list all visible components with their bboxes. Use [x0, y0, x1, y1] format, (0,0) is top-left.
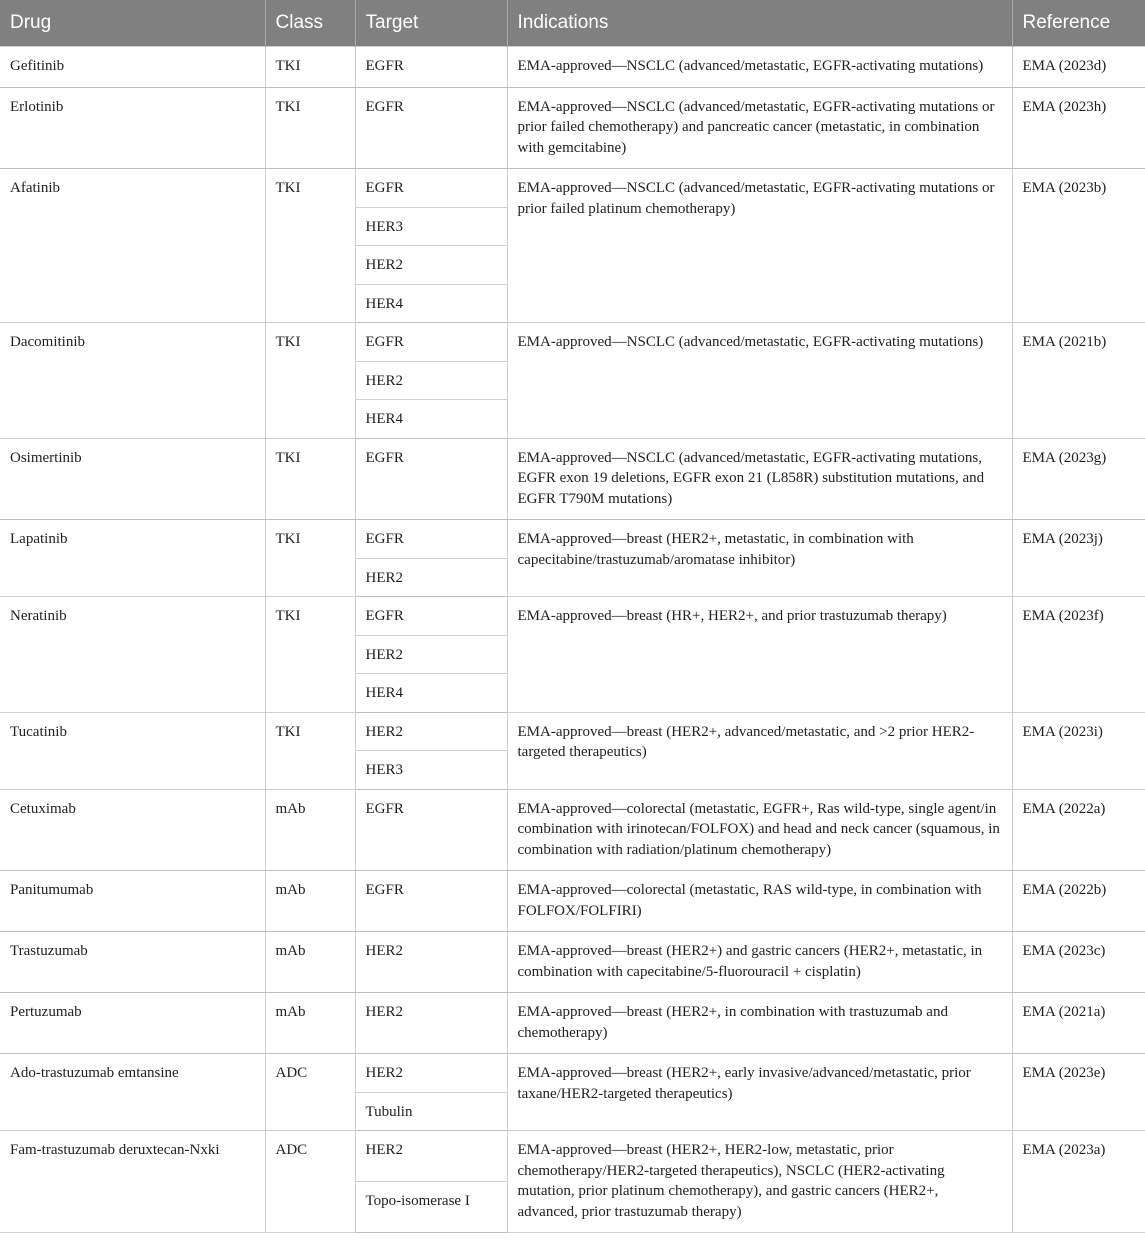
header-class: Class	[265, 0, 355, 47]
target-cell: HER4	[355, 674, 507, 713]
indications-cell: EMA-approved—breast (HER2+, HER2-low, metastatic, prior chemotherapy/HER2-targeted therapeutics), NSCLC (HER2-activating mutation, prior platinum chemotherapy), and gastric cancers (HER2+, advanced, prior trastuzumab therapy)	[507, 1131, 1012, 1233]
table-row	[0, 993, 1145, 1054]
target-cell: EGFR	[355, 789, 507, 871]
drug-cell: Fam-trastuzumab deruxtecan-Nxki	[0, 1131, 265, 1233]
drug-cell: Tucatinib	[0, 712, 265, 789]
target-cell: Topo-isomerase I	[355, 1182, 507, 1233]
indications-cell: EMA-approved—breast (HER2+, advanced/metastatic, and >2 prior HER2-targeted therapeutics)	[507, 712, 1012, 789]
target-cell: EGFR	[355, 871, 507, 932]
drug-cell: Neratinib	[0, 597, 265, 713]
table-row	[0, 520, 1145, 559]
table-row	[0, 932, 1145, 993]
indications-cell: EMA-approved—breast (HER2+, early invasive/advanced/metastatic, prior taxane/HER2-targeted therapeutics)	[507, 1054, 1012, 1131]
indications-cell: EMA-approved—NSCLC (advanced/metastatic, EGFR-activating mutations or prior failed chemotherapy) and pancreatic cancer (metastatic, in combination with gemcitabine)	[507, 87, 1012, 169]
class-cell: TKI	[265, 323, 355, 439]
reference-cell: EMA (2023d)	[1012, 47, 1145, 88]
table-row	[0, 597, 1145, 636]
target-cell: EGFR	[355, 323, 507, 362]
target-cell: HER2	[355, 932, 507, 993]
class-cell: TKI	[265, 597, 355, 713]
target-cell: HER2	[355, 712, 507, 751]
target-cell: HER2	[355, 361, 507, 400]
target-cell: EGFR	[355, 438, 507, 520]
indications-cell: EMA-approved—NSCLC (advanced/metastatic, EGFR-activating mutations, EGFR exon 19 deletions, EGFR exon 21 (L858R) substitution mutations, and EGFR T790M mutations)	[507, 438, 1012, 520]
table-row	[0, 712, 1145, 751]
indications-cell: EMA-approved—breast (HER2+, metastatic, in combination with capecitabine/trastuzumab/aromatase inhibitor)	[507, 520, 1012, 597]
indications-cell: EMA-approved—NSCLC (advanced/metastatic, EGFR-activating mutations)	[507, 323, 1012, 439]
drug-cell: Panitumumab	[0, 871, 265, 932]
indications-cell: EMA-approved—NSCLC (advanced/metastatic, EGFR-activating mutations or prior failed platinum chemotherapy)	[507, 169, 1012, 323]
class-cell: TKI	[265, 169, 355, 323]
header-indications: Indications	[507, 0, 1012, 47]
indications-cell: EMA-approved—colorectal (metastatic, EGFR+, Ras wild-type, single agent/in combination with irinotecan/FOLFOX) and head and neck cancer (squamous, in combination with radiation/platinum chemotherapy)	[507, 789, 1012, 871]
reference-cell: EMA (2021b)	[1012, 323, 1145, 439]
header-drug: Drug	[0, 0, 265, 47]
indications-cell: EMA-approved—colorectal (metastatic, RAS wild-type, in combination with FOLFOX/FOLFIRI)	[507, 871, 1012, 932]
table-row	[0, 323, 1145, 362]
reference-cell: EMA (2023i)	[1012, 712, 1145, 789]
drug-cell: Pertuzumab	[0, 993, 265, 1054]
table-row	[0, 789, 1145, 871]
target-cell: HER2	[355, 1054, 507, 1093]
table-row	[0, 87, 1145, 169]
header-target: Target	[355, 0, 507, 47]
table-body	[0, 47, 1145, 1233]
class-cell: ADC	[265, 1131, 355, 1233]
target-cell: HER2	[355, 635, 507, 674]
reference-cell: EMA (2023e)	[1012, 1054, 1145, 1131]
header-reference: Reference	[1012, 0, 1145, 47]
target-cell: HER2	[355, 558, 507, 597]
reference-cell: EMA (2022b)	[1012, 871, 1145, 932]
indications-cell: EMA-approved—breast (HER2+) and gastric cancers (HER2+, metastatic, in combination with capecitabine/5-fluorouracil + cisplatin)	[507, 932, 1012, 993]
table-row	[0, 1054, 1145, 1093]
drug-cell: Gefitinib	[0, 47, 265, 88]
class-cell: mAb	[265, 789, 355, 871]
drug-cell: Ado-trastuzumab emtansine	[0, 1054, 265, 1131]
table-row	[0, 438, 1145, 520]
table-row	[0, 169, 1145, 208]
reference-cell: EMA (2022a)	[1012, 789, 1145, 871]
target-cell: EGFR	[355, 597, 507, 636]
indications-cell: EMA-approved—breast (HER2+, in combination with trastuzumab and chemotherapy)	[507, 993, 1012, 1054]
header-row	[0, 0, 1145, 47]
reference-cell: EMA (2023f)	[1012, 597, 1145, 713]
reference-cell: EMA (2023a)	[1012, 1131, 1145, 1233]
table-header	[0, 0, 1145, 47]
reference-cell: EMA (2023c)	[1012, 932, 1145, 993]
drug-cell: Afatinib	[0, 169, 265, 323]
table-row	[0, 871, 1145, 932]
class-cell: TKI	[265, 712, 355, 789]
indications-cell: EMA-approved—NSCLC (advanced/metastatic, EGFR-activating mutations)	[507, 47, 1012, 88]
class-cell: mAb	[265, 871, 355, 932]
target-cell: EGFR	[355, 87, 507, 169]
target-cell: EGFR	[355, 47, 507, 88]
class-cell: TKI	[265, 87, 355, 169]
class-cell: ADC	[265, 1054, 355, 1131]
target-cell: Tubulin	[355, 1092, 507, 1131]
target-cell: HER2	[355, 1131, 507, 1182]
indications-cell: EMA-approved—breast (HR+, HER2+, and prior trastuzumab therapy)	[507, 597, 1012, 713]
class-cell: TKI	[265, 438, 355, 520]
table-row	[0, 1131, 1145, 1182]
target-cell: HER2	[355, 246, 507, 285]
drug-cell: Erlotinib	[0, 87, 265, 169]
class-cell: TKI	[265, 520, 355, 597]
reference-cell: EMA (2023g)	[1012, 438, 1145, 520]
reference-cell: EMA (2023b)	[1012, 169, 1145, 323]
target-cell: HER3	[355, 751, 507, 790]
reference-cell: EMA (2023h)	[1012, 87, 1145, 169]
drug-cell: Trastuzumab	[0, 932, 265, 993]
table-row	[0, 47, 1145, 88]
class-cell: mAb	[265, 932, 355, 993]
target-cell: EGFR	[355, 520, 507, 559]
reference-cell: EMA (2021a)	[1012, 993, 1145, 1054]
drug-cell: Cetuximab	[0, 789, 265, 871]
drug-cell: Osimertinib	[0, 438, 265, 520]
drug-cell: Dacomitinib	[0, 323, 265, 439]
target-cell: HER3	[355, 207, 507, 246]
target-cell: HER4	[355, 284, 507, 323]
reference-cell: EMA (2023j)	[1012, 520, 1145, 597]
target-cell: HER4	[355, 400, 507, 439]
target-cell: HER2	[355, 993, 507, 1054]
class-cell: TKI	[265, 47, 355, 88]
target-cell: EGFR	[355, 169, 507, 208]
drug-cell: Lapatinib	[0, 520, 265, 597]
class-cell: mAb	[265, 993, 355, 1054]
